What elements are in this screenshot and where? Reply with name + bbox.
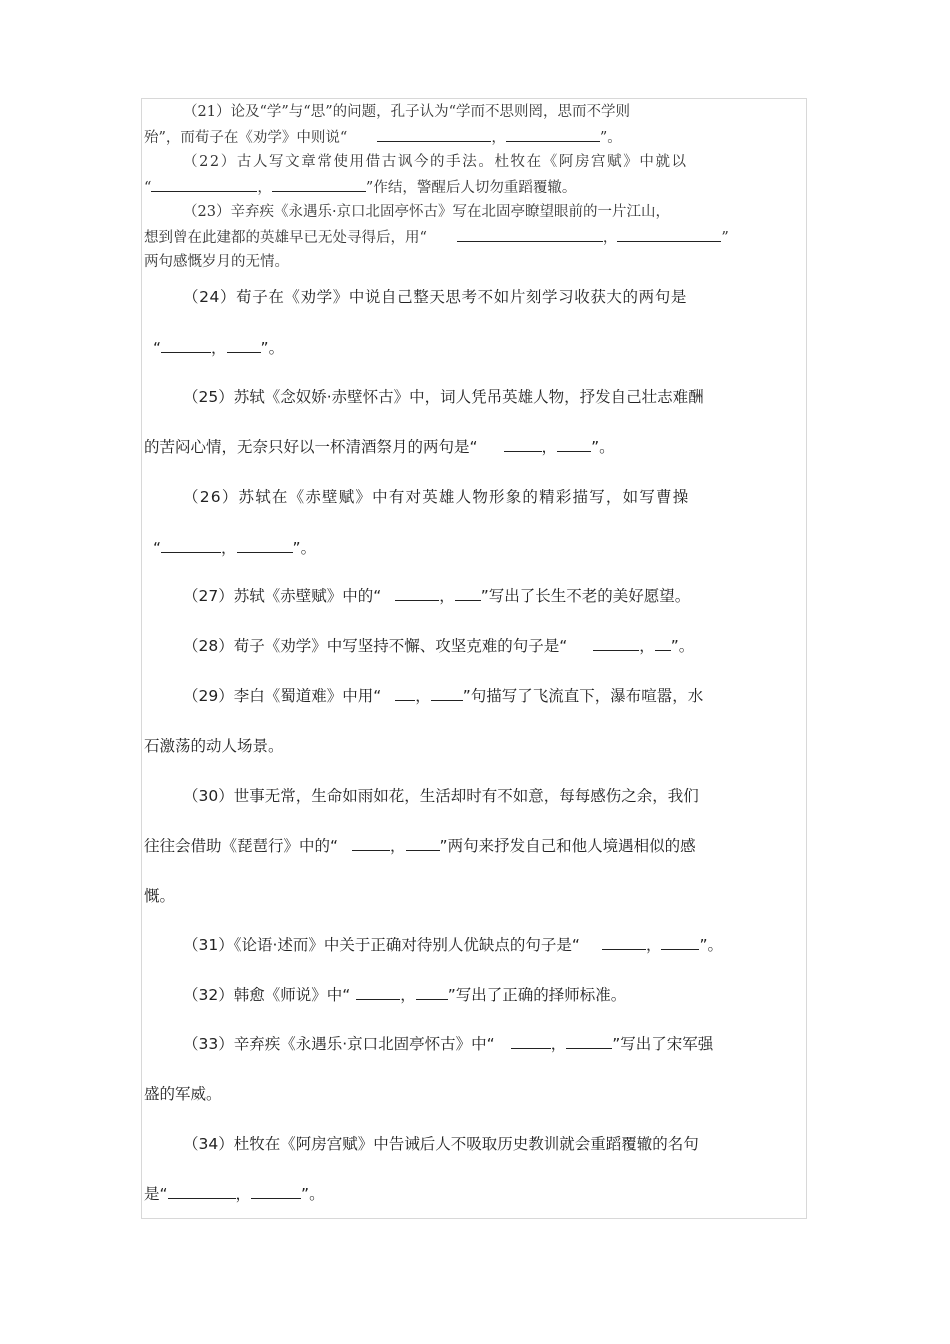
question-29-line-1 — [144, 684, 806, 708]
comma: ， — [645, 936, 662, 954]
answer-blank[interactable] — [455, 586, 481, 601]
question-21-prefix: 殆”，而荀子在《劝学》中则说“ — [144, 130, 348, 146]
question-29-prefix: （29）李白《蜀道难》中用“ — [183, 687, 382, 705]
answer-blank[interactable] — [457, 227, 603, 242]
question-30-line-3 — [144, 884, 806, 908]
opening-quote: “ — [153, 539, 162, 557]
closing-quote: ”。 — [699, 936, 723, 954]
question-34-text: （34）杜牧在《阿房宫赋》中告诫后人不吸取历史教训就会重蹈覆辙的名句 — [183, 1135, 699, 1153]
question-24-text: （24）荀子在《劝学》中说自己整天思考不如片刻学习收获大的两句是 — [183, 288, 687, 306]
question-23-line-1 — [144, 202, 806, 222]
closing-quote: ”。 — [260, 339, 285, 357]
question-30-line-2 — [144, 834, 806, 858]
answer-blank[interactable] — [227, 338, 261, 353]
question-34-prefix: 是“ — [144, 1185, 168, 1203]
answer-blank[interactable] — [416, 985, 448, 1000]
answer-blank[interactable] — [602, 935, 646, 950]
question-29-continuation: 石激荡的动人场景。 — [144, 737, 284, 755]
answer-blank[interactable] — [151, 177, 257, 192]
answer-blank[interactable] — [431, 686, 463, 701]
answer-blank[interactable] — [237, 538, 293, 553]
comma: ， — [550, 1035, 567, 1053]
answer-blank[interactable] — [617, 227, 721, 242]
question-30-prefix: 往往会借助《琵琶行》中的“ — [144, 837, 339, 855]
question-21-line-1 — [144, 102, 806, 122]
answer-blank[interactable] — [352, 836, 390, 851]
question-24-line-2 — [144, 336, 806, 360]
question-33-suffix: ”写出了宋军强 — [612, 1035, 714, 1053]
question-33-line-2 — [144, 1082, 806, 1106]
question-25-line-1 — [144, 385, 806, 409]
closing-quote: ”。 — [670, 637, 695, 655]
question-31-line — [144, 933, 806, 957]
question-23-line-3 — [144, 252, 806, 272]
answer-blank[interactable] — [655, 636, 671, 651]
question-22-line-2 — [144, 177, 806, 198]
answer-blank[interactable] — [511, 1034, 551, 1049]
question-27-line — [144, 584, 806, 608]
question-24-line-1 — [144, 285, 806, 309]
answer-blank[interactable] — [377, 127, 491, 142]
question-22-line-1 — [144, 152, 806, 172]
comma: ， — [221, 539, 237, 557]
answer-blank[interactable] — [272, 177, 366, 192]
comma: ， — [211, 339, 227, 357]
question-31-prefix: （31）《论语·述而》中关于正确对待别人优缺点的句子是“ — [183, 936, 580, 954]
question-23-prefix: 想到曾在此建都的英雄早已无处寻得后，用“ — [144, 230, 427, 246]
answer-blank[interactable] — [356, 985, 400, 1000]
comma: ， — [415, 687, 431, 705]
closing-quote: ”。 — [599, 130, 622, 146]
question-25-line-2 — [144, 435, 806, 459]
question-30-continuation: 慨。 — [144, 887, 176, 905]
answer-blank[interactable] — [161, 338, 211, 353]
answer-blank[interactable] — [504, 437, 542, 452]
question-26-line-1 — [144, 485, 806, 509]
closing-quote: ” — [721, 230, 729, 246]
answer-blank[interactable] — [661, 935, 699, 950]
answer-blank[interactable] — [557, 437, 591, 452]
answer-blank[interactable] — [251, 1184, 301, 1199]
question-26-line-2 — [144, 536, 806, 560]
question-26-text: （26）苏轼在《赤壁赋》中有对英雄人物形象的精彩描写，如写曹操 — [183, 488, 690, 506]
question-32-prefix: （32）韩愈《师说》中“ — [183, 986, 351, 1004]
question-22-text: （22）古人写文章常使用借古讽今的手法。杜牧在《阿房宫赋》中就以 — [183, 154, 688, 170]
opening-quote: “ — [144, 180, 152, 196]
question-27-suffix: ”写出了长生不老的美好愿望。 — [480, 587, 691, 605]
question-25-prefix: 的苦闷心情，无奈只好以一杯清酒祭月的两句是“ — [144, 438, 478, 456]
answer-blank[interactable] — [406, 836, 440, 851]
question-29-line-2 — [144, 734, 806, 758]
question-23-line-2 — [144, 227, 806, 248]
question-30-text: （30）世事无常，生命如雨如花，生活却时有不如意，每每感伤之余，我们 — [183, 787, 699, 805]
question-28-line — [144, 634, 806, 658]
closing-quote: ”。 — [591, 438, 615, 456]
answer-blank[interactable] — [593, 636, 639, 651]
question-29-suffix: ”句描写了飞流直下，瀑布喧嚣，水 — [462, 687, 704, 705]
comma: ， — [439, 587, 455, 605]
closing-quote: ”。 — [292, 539, 317, 557]
question-22-suffix: ”作结，警醒后人切勿重蹈覆辙。 — [365, 180, 577, 196]
question-23-suffix: 两句感慨岁月的无情。 — [144, 254, 289, 270]
comma: ， — [390, 837, 406, 855]
question-23-text: （23）辛弃疾《永遇乐·京口北固亭怀古》写在北固亭瞭望眼前的一片江山， — [183, 204, 671, 220]
comma: ， — [639, 637, 655, 655]
closing-quote: ”。 — [301, 1185, 325, 1203]
question-27-prefix: （27）苏轼《赤壁赋》中的“ — [183, 587, 382, 605]
question-34-line-2 — [144, 1182, 806, 1206]
comma: ， — [400, 986, 416, 1004]
question-34-line-1 — [144, 1132, 806, 1156]
question-32-suffix: ”写出了正确的择师标准。 — [447, 986, 627, 1004]
question-21-line-2 — [144, 127, 806, 148]
question-30-suffix: ”两句来抒发自己和他人境遇相似的感 — [439, 837, 696, 855]
answer-blank[interactable] — [395, 686, 415, 701]
comma: ， — [541, 438, 558, 456]
answer-blank[interactable] — [506, 127, 600, 142]
comma: ， — [257, 180, 272, 196]
answer-blank[interactable] — [566, 1034, 612, 1049]
comma: ， — [235, 1185, 252, 1203]
question-28-prefix: （28）荀子《劝学》中写坚持不懈、攻坚克难的句子是“ — [183, 637, 568, 655]
question-33-prefix: （33）辛弃疾《永遇乐·京口北固亭怀古》中“ — [183, 1035, 495, 1053]
comma: ， — [602, 230, 618, 246]
answer-blank[interactable] — [168, 1184, 236, 1199]
question-32-line — [144, 983, 806, 1007]
comma: ， — [491, 130, 506, 146]
question-33-line-1 — [144, 1032, 806, 1056]
question-25-text: （25）苏轼《念奴娇·赤壁怀古》中，词人凭吊英雄人物，抒发自己壮志难酬 — [183, 388, 704, 406]
question-30-line-1 — [144, 784, 806, 808]
question-21-text: （21）论及“学”与“思”的问题，孔子认为“学而不思则罔，思而不学则 — [183, 104, 631, 120]
answer-blank[interactable] — [395, 586, 439, 601]
answer-blank[interactable] — [161, 538, 221, 553]
opening-quote: “ — [153, 339, 162, 357]
question-33-continuation: 盛的军威。 — [144, 1085, 222, 1103]
